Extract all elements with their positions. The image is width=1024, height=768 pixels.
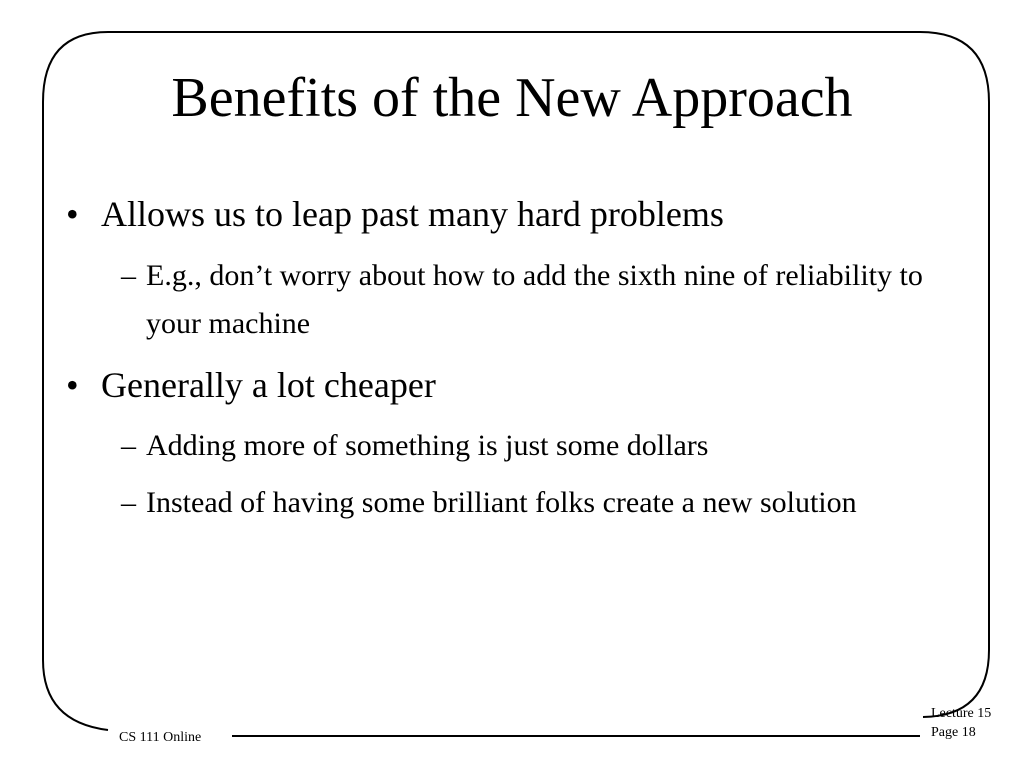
sub-bullet-text: E.g., don’t worry about how to add the sixth nine of reliability to your machine	[146, 259, 923, 340]
footer-page: Page 18	[931, 725, 976, 740]
sub-bullet-marker: –	[121, 486, 136, 519]
slide-title: Benefits of the New Approach	[171, 67, 853, 129]
bullet-marker: •	[66, 365, 79, 405]
bullet-text: Generally a lot cheaper	[101, 365, 436, 405]
sub-bullet-marker: –	[121, 429, 136, 462]
sub-bullet-text: Instead of having some brilliant folks create a new solution	[146, 486, 857, 519]
footer-lecture-info	[931, 704, 991, 742]
bullet-text: Allows us to leap past many hard problems	[101, 194, 724, 234]
footer-lecture: Lecture 15	[931, 706, 992, 721]
bullet-marker: •	[66, 194, 79, 234]
footer-course: CS 111 Online	[119, 730, 202, 745]
sub-bullet-text: Adding more of something is just some dollars	[146, 429, 709, 462]
sub-bullet-marker: –	[121, 259, 136, 292]
